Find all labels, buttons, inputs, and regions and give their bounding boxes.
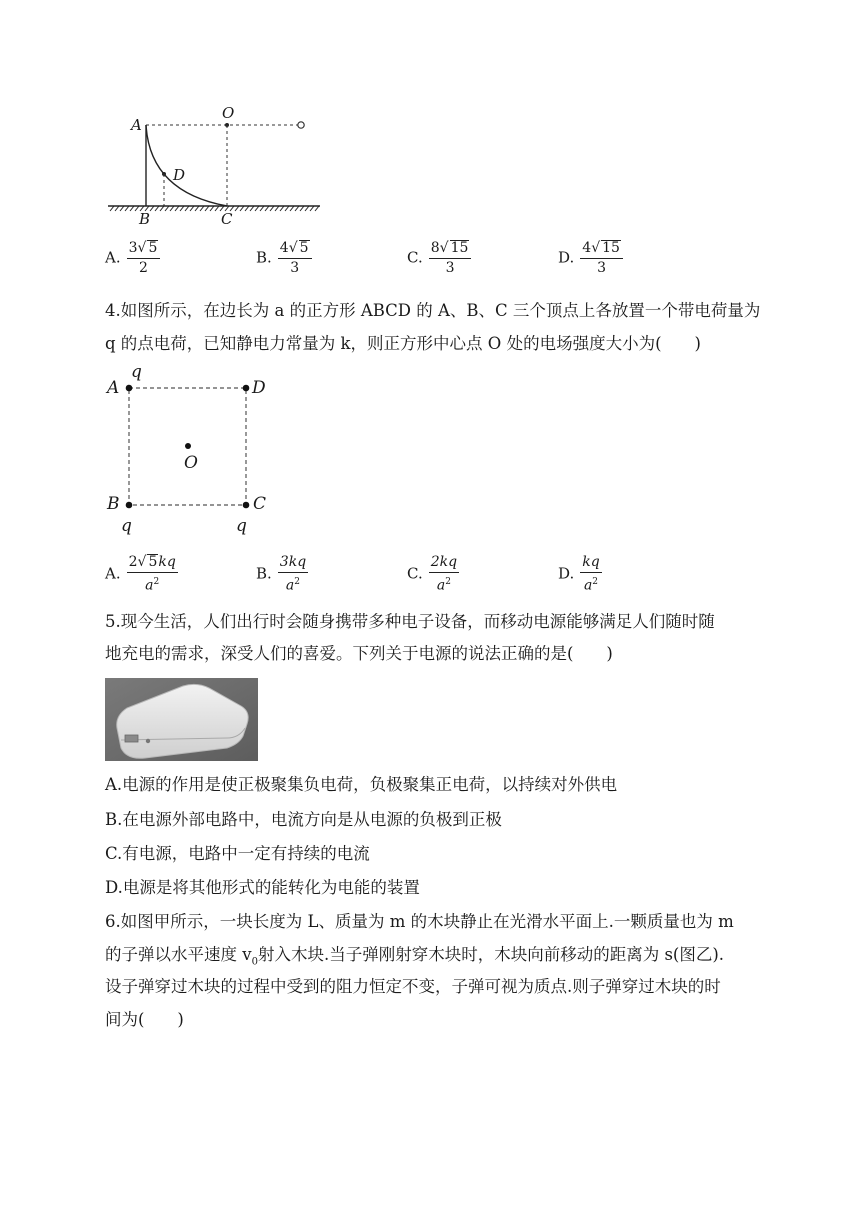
fig4-label-qc: q — [236, 516, 247, 536]
q6-text-line2: 的子弹以水平速度 $v_0$射入木块.当子弹刚射穿木块时，木块向前移动的距离为 s(图乙). — [105, 945, 725, 968]
q3-option-b: B. $\frac{4√ 5}{3}$ — [256, 240, 312, 277]
q5-option-b: B.在电源外部电路中，电流方向是从电源的负极到正极 — [105, 810, 502, 829]
q4-option-d: D. $\frac{kq}{a^2}$ — [558, 554, 600, 594]
q4-option-a: A. $\frac{2√ 5kq}{a^2}$ — [105, 554, 176, 594]
power-bank-photo — [105, 678, 258, 761]
q5-text-line2: 地充电的需求，深受人们的喜爱。下列关于电源的说法正确的是( ) — [105, 644, 613, 663]
q6-text-line1: 6.如图甲所示，一块长度为 L、质量为 m 的木块静止在光滑水平面上.一颗质量也为 m — [105, 912, 734, 931]
fig3-label-c: C — [221, 210, 233, 228]
q4-option-b: B. $\frac{3kq}{a^2}$ — [256, 554, 307, 594]
q5-option-d: D.电源是将其他形式的能转化为电能的装置 — [105, 878, 420, 897]
q3-option-c: C. $\frac{8√ 15}{3}$ — [407, 240, 471, 277]
fig3-label-b: B — [139, 210, 151, 228]
fig4-label-d: D — [252, 378, 266, 398]
fig4-label-b: B — [107, 494, 120, 514]
fig4-label-qb: q — [121, 516, 132, 536]
q4-text-line2: q 的点电荷，已知静电力常量为 k，则正方形中心点 O 处的电场强度大小为( ) — [105, 334, 701, 353]
q5-text-line1: 5.现今生活，人们出行时会随身携带多种电子设备，而移动电源能够满足人们随时随 — [105, 612, 715, 631]
q4-option-c: C. $\frac{2kq}{a^2}$ — [407, 554, 458, 594]
q3-option-a: A. $\frac{3√ 5}{2}$ — [105, 240, 160, 277]
fig3-label-a: A — [131, 116, 142, 134]
q6-text-line4: 间为( ) — [105, 1010, 184, 1029]
fig4-label-qa: q — [131, 362, 142, 382]
fig4-label-c: C — [253, 494, 267, 514]
fig3-label-o: O — [222, 104, 235, 122]
q4-text-line1: 4.如图所示，在边长为 a 的正方形 ABCD 的 A、B、C 三个顶点上各放置一个带电荷量为 — [105, 301, 761, 320]
q5-option-a: A.电源的作用是使正极聚集负电荷，负极聚集正电荷，以持续对外供电 — [105, 775, 618, 794]
q3-option-d: D. $\frac{4√ 15}{3}$ — [558, 240, 623, 277]
fig4-label-a: A — [107, 378, 120, 398]
fig4-label-o: O — [184, 453, 198, 473]
q5-option-c: C.有电源，电路中一定有持续的电流 — [105, 844, 370, 863]
fig3-label-d: D — [173, 166, 186, 184]
q6-text-line3: 设子弹穿过木块的过程中受到的阻力恒定不变，子弹可视为质点.则子弹穿过木块的时 — [105, 977, 721, 996]
